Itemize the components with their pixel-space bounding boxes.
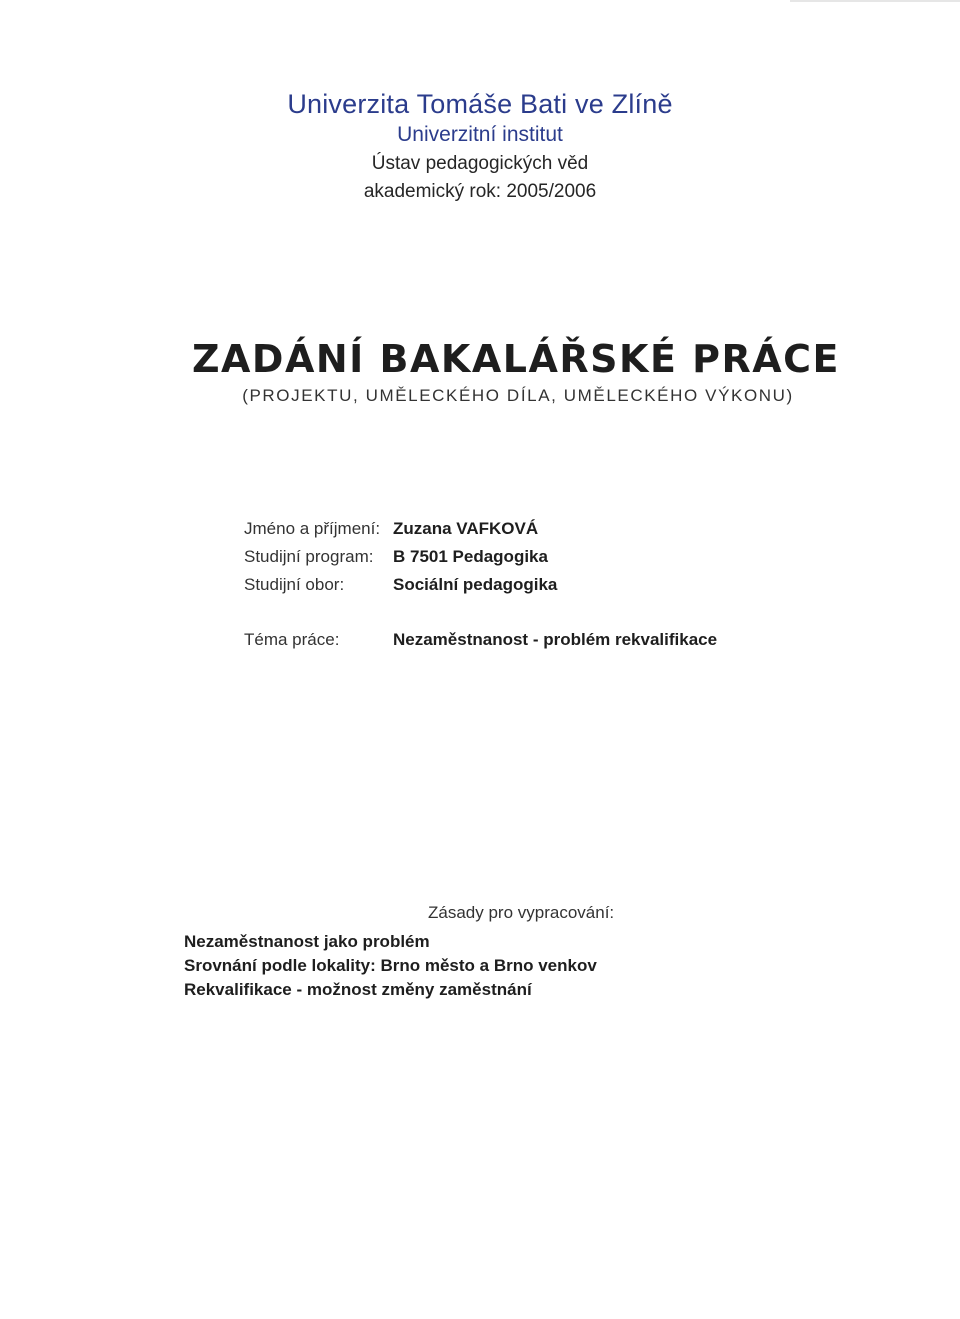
info-label: Studijní obor: (244, 575, 345, 594)
info-value: Sociální pedagogika (393, 575, 558, 594)
info-label: Jméno a příjmení: (244, 519, 381, 538)
academic-year: akademický rok: 2005/2006 (363, 181, 597, 202)
principles-heading: Zásady pro vypracování: (428, 903, 615, 922)
department-name: Ústav pedagogických věd (371, 153, 589, 174)
list-item: Rekvalifikace - možnost změny zaměstnání (184, 980, 532, 999)
document-subtitle: (PROJEKTU, UMĚLECKÉHO DÍLA, UMĚLECKÉHO VÝKONU) (242, 386, 794, 405)
list-item: Srovnání podle lokality: Brno město a Brno venkov (184, 956, 597, 975)
info-label: Studijní program: (244, 547, 374, 566)
university-name: Univerzita Tomáše Bati ve Zlíně (287, 89, 673, 119)
scan-edge-mark (790, 0, 960, 2)
principles-list (184, 930, 597, 1002)
info-label: Téma práce: (244, 630, 340, 649)
info-value: Zuzana VAFKOVÁ (393, 519, 539, 538)
institute-name: Univerzitní institut (397, 123, 563, 146)
list-item: Nezaměstnanost jako problém (184, 932, 430, 951)
info-value: Nezaměstnanost - problém rekvalifikace (393, 630, 718, 649)
document-title: ZADÁNÍ BAKALÁŘSKÉ PRÁCE (191, 337, 841, 381)
info-value: B 7501 Pedagogika (393, 547, 548, 566)
